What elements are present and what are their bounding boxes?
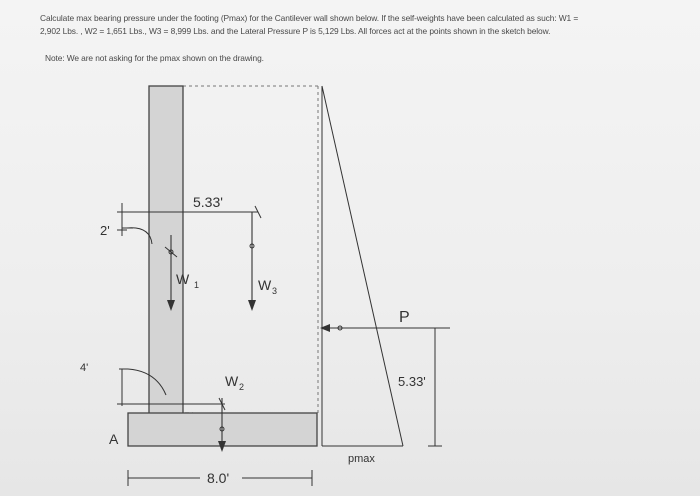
w3-arrow-head (248, 300, 256, 311)
pmax-label: pmax (348, 453, 375, 465)
p-label: P (399, 309, 410, 326)
dim-80-label: 8.0' (207, 470, 230, 486)
w1-label: W (176, 271, 190, 287)
w2-label: W (225, 373, 239, 389)
question-line-1: Calculate max bearing pressure under the footing (Pmax) for the Cantilever wall shown below. If the self-weights have been calculated as such: W1 = (40, 13, 579, 23)
dim-2ft-arc (127, 228, 152, 244)
point-a-label: A (109, 431, 119, 447)
dim-533-top-label: 5.33' (193, 194, 223, 210)
note-text: Note: We are not asking for the pmax shown on the drawing. (45, 53, 264, 63)
pressure-diagram-hypotenuse (322, 86, 403, 446)
dim-4ft-label: 4' (80, 362, 89, 374)
question-line-2: 2,902 Lbs. , W2 = 1,651 Lbs., W3 = 8,999 Lbs. and the Lateral Pressure P is 5,129 Lbs. All forces act at the points shown in the sketch below. (40, 26, 551, 36)
w1-subscript: 1 (194, 280, 200, 290)
w3-subscript: 3 (272, 286, 278, 296)
w3-label: W (258, 277, 272, 293)
dim-533-right-label: 5.33' (398, 374, 426, 389)
w2-subscript: 2 (239, 382, 245, 392)
dim-2ft-label: 2' (100, 223, 110, 238)
wall-stem (149, 86, 183, 414)
